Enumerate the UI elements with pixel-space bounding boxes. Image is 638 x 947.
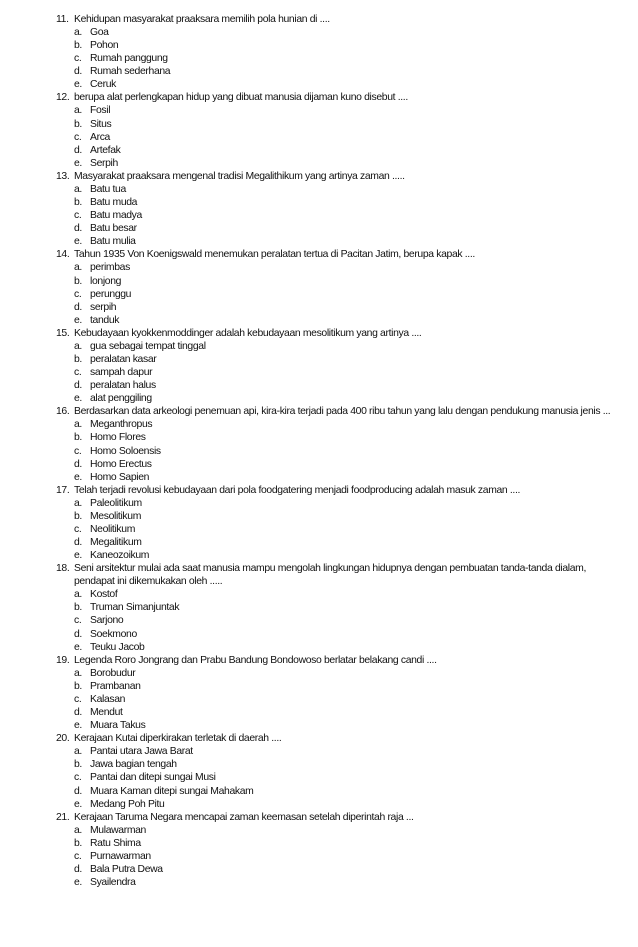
option-letter: b. bbox=[74, 837, 82, 849]
option-text: Homo Flores bbox=[90, 432, 146, 444]
question-17 bbox=[56, 484, 616, 562]
option-text: lonjong bbox=[90, 275, 122, 287]
answer-option bbox=[56, 837, 616, 850]
answer-option bbox=[56, 65, 616, 78]
option-letter: a. bbox=[74, 105, 82, 117]
option-text: Mendut bbox=[90, 707, 123, 719]
answer-option bbox=[56, 144, 616, 157]
option-letter: e. bbox=[74, 393, 82, 405]
option-text: Goa bbox=[90, 27, 109, 38]
answer-option bbox=[56, 785, 616, 798]
answer-option bbox=[56, 798, 616, 811]
question-number: 16. bbox=[56, 406, 70, 418]
option-letter: c. bbox=[74, 693, 82, 705]
option-text: Rumah sederhana bbox=[90, 66, 171, 78]
answer-option bbox=[56, 314, 616, 327]
option-text: sampah dapur bbox=[90, 367, 153, 379]
answer-option bbox=[56, 471, 616, 484]
question-list bbox=[0, 13, 638, 889]
option-text: serpih bbox=[90, 301, 117, 313]
option-letter: a. bbox=[74, 497, 82, 509]
option-text: Pantai dan ditepi sungai Musi bbox=[90, 772, 216, 784]
option-text: Batu besar bbox=[90, 223, 137, 235]
option-text: Jawa bagian tengah bbox=[90, 759, 177, 771]
option-letter: d. bbox=[74, 144, 82, 156]
option-letter: e. bbox=[74, 236, 82, 248]
answer-option bbox=[56, 536, 616, 549]
option-letter: e. bbox=[74, 471, 82, 483]
answer-option bbox=[56, 497, 616, 510]
answer-option bbox=[56, 183, 616, 196]
option-text: Teuku Jacob bbox=[90, 641, 145, 653]
option-text: Homo Soloensis bbox=[90, 445, 161, 457]
question-number: 20. bbox=[56, 733, 70, 745]
option-letter: b. bbox=[74, 118, 82, 130]
option-text: Kaneozoikum bbox=[90, 550, 150, 562]
option-letter: b. bbox=[74, 510, 82, 522]
option-letter: e. bbox=[74, 157, 82, 169]
option-letter: a. bbox=[74, 340, 82, 352]
option-text: peralatan kasar bbox=[90, 353, 157, 365]
option-letter: c. bbox=[74, 288, 82, 300]
option-text: Pantai utara Jawa Barat bbox=[90, 746, 193, 758]
answer-option bbox=[56, 104, 616, 117]
option-letter: b. bbox=[74, 275, 82, 287]
option-letter: a. bbox=[74, 183, 82, 195]
answer-option bbox=[56, 418, 616, 431]
answer-option bbox=[56, 745, 616, 758]
answer-option bbox=[56, 52, 616, 65]
answer-option bbox=[56, 366, 616, 379]
answer-option bbox=[56, 641, 616, 654]
option-letter: d. bbox=[74, 301, 82, 313]
answer-option bbox=[56, 771, 616, 784]
option-letter: a. bbox=[74, 27, 82, 38]
answer-option bbox=[56, 78, 616, 91]
option-letter: a. bbox=[74, 746, 82, 758]
option-letter: a. bbox=[74, 262, 82, 274]
option-text: Soekmono bbox=[90, 628, 137, 640]
option-letter: c. bbox=[74, 524, 82, 535]
option-text: tanduk bbox=[90, 314, 120, 326]
question-stem bbox=[56, 13, 616, 26]
option-letter: e. bbox=[74, 641, 82, 653]
answer-option bbox=[56, 758, 616, 771]
answer-option bbox=[56, 601, 616, 614]
answer-option bbox=[56, 261, 616, 274]
option-text: Kalasan bbox=[90, 693, 126, 705]
option-letter: b. bbox=[74, 602, 82, 614]
answer-option bbox=[56, 131, 616, 144]
option-letter: d. bbox=[74, 785, 82, 797]
question-number: 12. bbox=[56, 92, 70, 104]
option-text: Borobudur bbox=[90, 667, 136, 679]
option-text: Pohon bbox=[90, 40, 119, 52]
answer-option bbox=[56, 667, 616, 680]
answer-option bbox=[56, 340, 616, 353]
answer-option bbox=[56, 614, 616, 627]
option-letter: b. bbox=[74, 197, 82, 209]
answer-option bbox=[56, 118, 616, 131]
option-letter: c. bbox=[74, 210, 82, 222]
answer-option bbox=[56, 693, 616, 706]
option-letter: c. bbox=[74, 615, 82, 627]
option-letter: b. bbox=[74, 40, 82, 52]
option-letter: c. bbox=[74, 772, 82, 784]
question-stem bbox=[56, 91, 616, 104]
option-letter: d. bbox=[74, 707, 82, 719]
answer-option bbox=[56, 863, 616, 876]
option-text: Bala Putra Dewa bbox=[90, 863, 163, 875]
option-letter: b. bbox=[74, 759, 82, 771]
question-number: 15. bbox=[56, 327, 70, 339]
answer-option bbox=[56, 719, 616, 732]
answer-option bbox=[56, 157, 616, 170]
question-text: berupa alat perlengkapan hidup yang dibuat manusia dijaman kuno disebut .... bbox=[74, 92, 408, 104]
answer-option bbox=[56, 458, 616, 471]
question-18 bbox=[56, 562, 616, 653]
answer-option bbox=[56, 301, 616, 314]
answer-option bbox=[56, 379, 616, 392]
question-stem bbox=[56, 248, 616, 261]
question-text: Tahun 1935 Von Koenigswald menemukan peralatan tertua di Pacitan Jatim, berupa kapak .... bbox=[74, 249, 475, 261]
question-text: Berdasarkan data arkeologi penemuan api, kira-kira terjadi pada 400 ribu tahun yang lalu dengan pendukung manusia jenis ... bbox=[74, 406, 611, 418]
option-text: Meganthropus bbox=[90, 419, 153, 431]
answer-option bbox=[56, 26, 616, 39]
option-text: Rumah panggung bbox=[90, 53, 168, 65]
option-text: Neolitikum bbox=[90, 524, 136, 535]
option-text: Truman Simanjuntak bbox=[90, 602, 180, 614]
answer-option bbox=[56, 680, 616, 693]
option-text: Megalitikum bbox=[90, 537, 142, 549]
option-text: Batu muda bbox=[90, 197, 138, 209]
option-text: Arca bbox=[90, 131, 110, 143]
option-text: Homo Erectus bbox=[90, 458, 152, 470]
question-number: 21. bbox=[56, 811, 70, 823]
option-letter: e. bbox=[74, 550, 82, 562]
answer-option bbox=[56, 39, 616, 52]
option-letter: e. bbox=[74, 798, 82, 810]
option-letter: d. bbox=[74, 628, 82, 640]
answer-option bbox=[56, 876, 616, 889]
option-letter: d. bbox=[74, 458, 82, 470]
question-text: Kebudayaan kyokkenmoddinger adalah kebudayaan mesolitikum yang artinya .... bbox=[74, 327, 422, 339]
answer-option bbox=[56, 235, 616, 248]
option-letter: a. bbox=[74, 419, 82, 431]
option-letter: b. bbox=[74, 680, 82, 692]
option-text: Sarjono bbox=[90, 615, 124, 627]
option-letter: b. bbox=[74, 353, 82, 365]
option-letter: d. bbox=[74, 863, 82, 875]
option-letter: e. bbox=[74, 79, 82, 91]
question-text: Masyarakat praaksara mengenal tradisi Megalithikum yang artinya zaman ..... bbox=[74, 170, 405, 182]
option-letter: e. bbox=[74, 314, 82, 326]
option-letter: e. bbox=[74, 720, 82, 732]
question-21 bbox=[56, 811, 616, 889]
option-letter: d. bbox=[74, 223, 82, 235]
question-text: Legenda Roro Jongrang dan Prabu Bandung Bondowoso berlatar belakang candi .... bbox=[74, 654, 437, 666]
question-stem bbox=[56, 484, 616, 497]
question-stem bbox=[56, 654, 616, 667]
option-text: perimbas bbox=[90, 262, 130, 274]
option-letter: e. bbox=[74, 877, 82, 889]
option-letter: c. bbox=[74, 367, 82, 379]
option-letter: a. bbox=[74, 824, 82, 836]
answer-option bbox=[56, 523, 616, 536]
option-letter: b. bbox=[74, 432, 82, 444]
question-stem bbox=[56, 562, 616, 588]
answer-option bbox=[56, 549, 616, 562]
option-letter: c. bbox=[74, 850, 82, 862]
question-stem bbox=[56, 732, 616, 745]
answer-option bbox=[56, 196, 616, 209]
answer-option bbox=[56, 222, 616, 235]
question-number: 11. bbox=[56, 14, 69, 25]
question-15 bbox=[56, 327, 616, 405]
option-letter: a. bbox=[74, 589, 82, 601]
question-number: 18. bbox=[56, 563, 70, 575]
option-text: gua sebagai tempat tinggal bbox=[90, 340, 206, 352]
question-stem bbox=[56, 327, 616, 340]
question-20 bbox=[56, 732, 616, 810]
answer-option bbox=[56, 445, 616, 458]
option-text: Batu madya bbox=[90, 210, 142, 222]
question-text: Seni arsitektur mulai ada saat manusia mampu mengolah lingkungan hidupnya dengan pembuatan tanda-tanda dialam, pendapat ini dikemukakan oleh ..... bbox=[74, 563, 586, 588]
option-text: Paleolitikum bbox=[90, 497, 142, 509]
option-letter: d. bbox=[74, 66, 82, 78]
answer-option bbox=[56, 392, 616, 405]
option-text: perunggu bbox=[90, 288, 132, 300]
option-text: peralatan halus bbox=[90, 380, 156, 392]
answer-option bbox=[56, 431, 616, 444]
option-text: Artefak bbox=[90, 144, 121, 156]
answer-option bbox=[56, 824, 616, 837]
question-13 bbox=[56, 170, 616, 248]
question-stem bbox=[56, 170, 616, 183]
question-number: 13. bbox=[56, 170, 70, 182]
question-text: Telah terjadi revolusi kebudayaan dari pola foodgatering menjadi foodproducing adalah masuk zaman .... bbox=[74, 484, 521, 496]
option-text: Mesolitikum bbox=[90, 510, 142, 522]
option-text: Batu mulia bbox=[90, 236, 136, 248]
answer-option bbox=[56, 353, 616, 366]
option-letter: c. bbox=[74, 445, 82, 457]
option-letter: a. bbox=[74, 667, 82, 679]
question-text: Kerajaan Taruma Negara mencapai zaman keemasan setelah diperintah raja ... bbox=[74, 811, 414, 823]
option-text: Ratu Shima bbox=[90, 837, 141, 849]
question-14 bbox=[56, 248, 616, 326]
option-letter: c. bbox=[74, 131, 82, 143]
answer-option bbox=[56, 706, 616, 719]
question-stem bbox=[56, 405, 616, 418]
question-text: Kerajaan Kutai diperkirakan terletak di daerah .... bbox=[74, 733, 282, 745]
option-text: Situs bbox=[90, 118, 112, 130]
question-number: 17. bbox=[56, 484, 70, 496]
answer-option bbox=[56, 588, 616, 601]
answer-option bbox=[56, 209, 616, 222]
answer-option bbox=[56, 275, 616, 288]
option-text: alat penggiling bbox=[90, 393, 152, 405]
answer-option bbox=[56, 510, 616, 523]
option-text: Serpih bbox=[90, 157, 118, 169]
option-text: Homo Sapien bbox=[90, 471, 150, 483]
option-text: Ceruk bbox=[90, 79, 116, 91]
option-text: Batu tua bbox=[90, 183, 126, 195]
option-text: Medang Poh Pitu bbox=[90, 798, 165, 810]
option-text: Prambanan bbox=[90, 680, 141, 692]
option-letter: d. bbox=[74, 380, 82, 392]
option-letter: d. bbox=[74, 537, 82, 549]
question-stem bbox=[56, 811, 616, 824]
option-text: Purnawarman bbox=[90, 850, 151, 862]
question-text: Kehidupan masyarakat praaksara memilih pola hunian di .... bbox=[74, 14, 330, 25]
question-number: 19. bbox=[56, 654, 70, 666]
option-text: Syailendra bbox=[90, 877, 136, 889]
answer-option bbox=[56, 628, 616, 641]
option-letter: c. bbox=[74, 53, 82, 65]
option-text: Muara Takus bbox=[90, 720, 146, 732]
answer-option bbox=[56, 850, 616, 863]
question-number: 14. bbox=[56, 249, 70, 261]
question-12 bbox=[56, 91, 616, 169]
option-text: Fosil bbox=[90, 105, 111, 117]
question-19 bbox=[56, 654, 616, 732]
question-16 bbox=[56, 405, 616, 483]
answer-option bbox=[56, 288, 616, 301]
option-text: Mulawarman bbox=[90, 824, 146, 836]
question-11 bbox=[56, 13, 616, 91]
option-text: Muara Kaman ditepi sungai Mahakam bbox=[90, 785, 254, 797]
option-text: Kostof bbox=[90, 589, 118, 601]
